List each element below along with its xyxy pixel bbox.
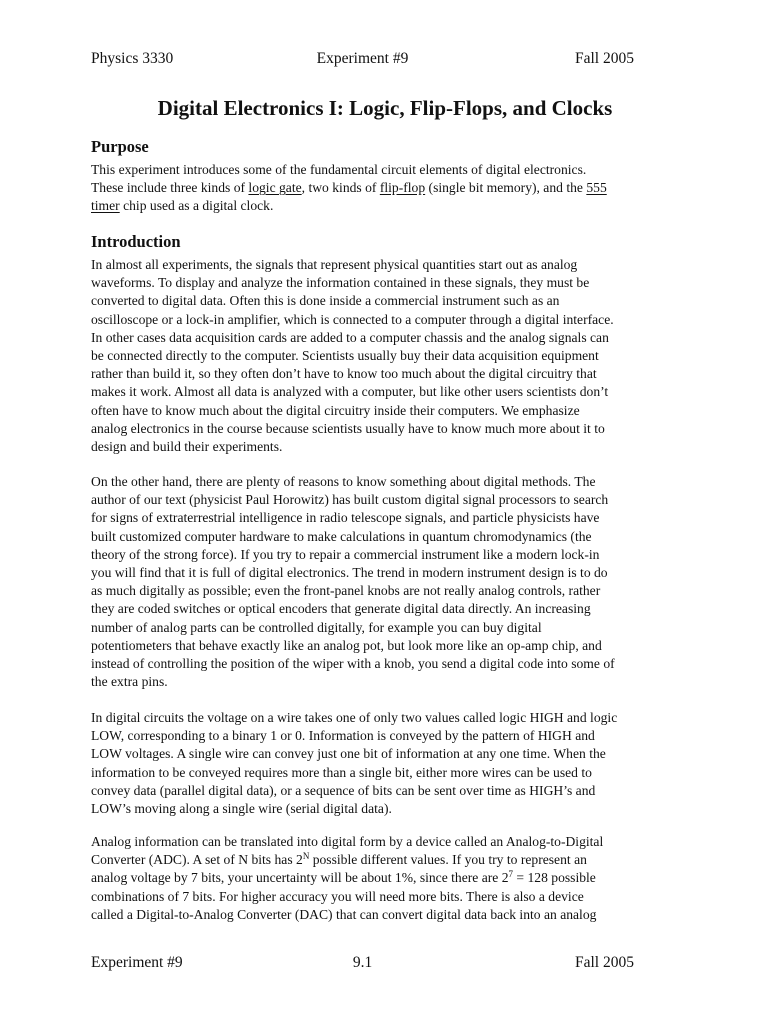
introduction-paragraph-4 — [91, 833, 691, 924]
text-line: waveforms. To display and analyze the information contained in these signals, they must be — [91, 275, 590, 291]
text-line: converted to digital data. Often this is done inside a commercial instrument such as an — [91, 293, 560, 309]
text-line: In other cases data acquisition cards are added to a computer chassis and the analog signals can — [91, 329, 609, 345]
text-line: In almost all experiments, the signals that represent physical quantities start out as analog — [91, 257, 578, 272]
text-line: potentiometers that behave exactly like an analog pot, but look more like an op-amp chip, and — [91, 637, 602, 653]
text-line: On the other hand, there are plenty of reasons to know something about digital methods. The — [91, 474, 596, 489]
text-line: timer chip used as a digital clock. — [91, 198, 274, 214]
purpose-heading: Purpose — [91, 137, 149, 156]
text-line: LOW’s moving along a single wire (serial digital data). — [91, 800, 392, 816]
text-line: design and build their experiments. — [91, 438, 283, 454]
document-title: Digital Electronics I: Logic, Flip-Flops, and Clocks — [157, 96, 613, 120]
header-term: Fall 2005 — [575, 50, 634, 67]
text-line: called a Digital-to-Analog Converter (DAC) that can convert digital data back into an analog — [91, 906, 597, 922]
purpose-paragraph — [91, 161, 691, 216]
introduction-paragraph-3 — [91, 709, 691, 818]
introduction-paragraph-1 — [91, 256, 691, 456]
text-line: number of analog parts can be controlled digitally, for example you can buy digital — [91, 619, 542, 635]
text-line: theory of the strong force). If you try to repair a commercial instrument like a modern lock-in — [91, 546, 600, 562]
logic-gate-link[interactable]: logic gate — [248, 180, 302, 196]
text-line: instead of controlling the position of the wiper with a knob, you send a digital code into some of — [91, 655, 615, 671]
text-line: In digital circuits the voltage on a wire takes one of only two values called logic HIGH and logic — [91, 710, 618, 725]
footer-term: Fall 2005 — [575, 954, 634, 971]
text-line: rather than build it, so they often don’t have to know too much about the digital circuitry that — [91, 366, 597, 382]
footer-experiment: Experiment #9 — [91, 954, 183, 971]
text-line: analog voltage by 7 bits, your uncertainty will be about 1%, since there are $2^7 = 128$ possible — [91, 869, 596, 886]
text-line: convey data (parallel digital data), or a sequence of bits can be sent over time as HIGH’s and — [91, 782, 596, 798]
header-experiment: Experiment #9 — [316, 50, 409, 67]
text-line: makes it work. Almost all data is analyzed with a computer, but like other users scientists don’t — [91, 384, 609, 400]
flip-flop-link[interactable]: flip-flop — [379, 180, 426, 196]
text-line: combinations of 7 bits. For higher accuracy you will need more bits. There is also a device — [91, 888, 584, 904]
text-line: built customized computer hardware to make calculations in quantum chromodynamics (the — [91, 528, 592, 544]
introduction-paragraph-2 — [91, 473, 691, 691]
text-line: for signs of extraterrestrial intelligence in radio telescope signals, and particle physicists have — [91, 510, 600, 526]
555-link[interactable]: 555 — [586, 180, 607, 196]
text-line: This experiment introduces some of the fundamental circuit elements of digital electronics. — [91, 162, 587, 177]
text-line: Converter (ADC). A set of N bits has $2^N$ possible different values. If you try to represent an — [91, 851, 587, 868]
text-line: Analog information can be translated into digital form by a device called an Analog-to-Digital — [91, 834, 604, 849]
superscript-7: 7 — [508, 869, 514, 880]
text-line: These include three kinds of logic gate, two kinds of flip-flop (single bit memory), and the 555 — [91, 180, 607, 196]
introduction-heading: Introduction — [91, 232, 181, 251]
text-line: oscilloscope or a lock-in amplifier, which is connected to a computer through a digital interface. — [91, 311, 614, 327]
text-line: be connected directly to the computer. Scientists usually buy their data acquisition equipment — [91, 347, 599, 363]
timer-link[interactable]: timer — [91, 198, 120, 214]
text-line: often have to know much about the digital circuitry inside their computers. We emphasize — [91, 402, 580, 418]
header-course: Physics 3330 — [91, 50, 174, 67]
text-line: information to be conveyed requires more than a single bit, either more wires can be used to — [91, 764, 592, 780]
text-line: you will find that it is full of digital electronics. The trend in modern instrument design is to do — [91, 564, 608, 580]
text-line: as much digitally as possible; even the front-panel knobs are not really analog controls, rather — [91, 583, 601, 599]
text-line: LOW voltages. A single wire can convey just one bit of information at any one time. When the — [91, 746, 606, 762]
superscript-n: N — [302, 851, 310, 862]
text-line: author of our text (physicist Paul Horowitz) has built custom digital signal processors to search — [91, 492, 609, 508]
text-line: analog electronics in the course because scientists usually have to know much more about it to — [91, 420, 605, 436]
text-line: LOW, corresponding to a binary 1 or 0. Information is conveyed by the pattern of HIGH and — [91, 728, 595, 744]
page-number: 9.1 — [352, 954, 373, 971]
text-line: the extra pins. — [91, 674, 168, 690]
text-line: they are coded switches or optical encoders that generate digital data directly. An increasing — [91, 601, 591, 617]
